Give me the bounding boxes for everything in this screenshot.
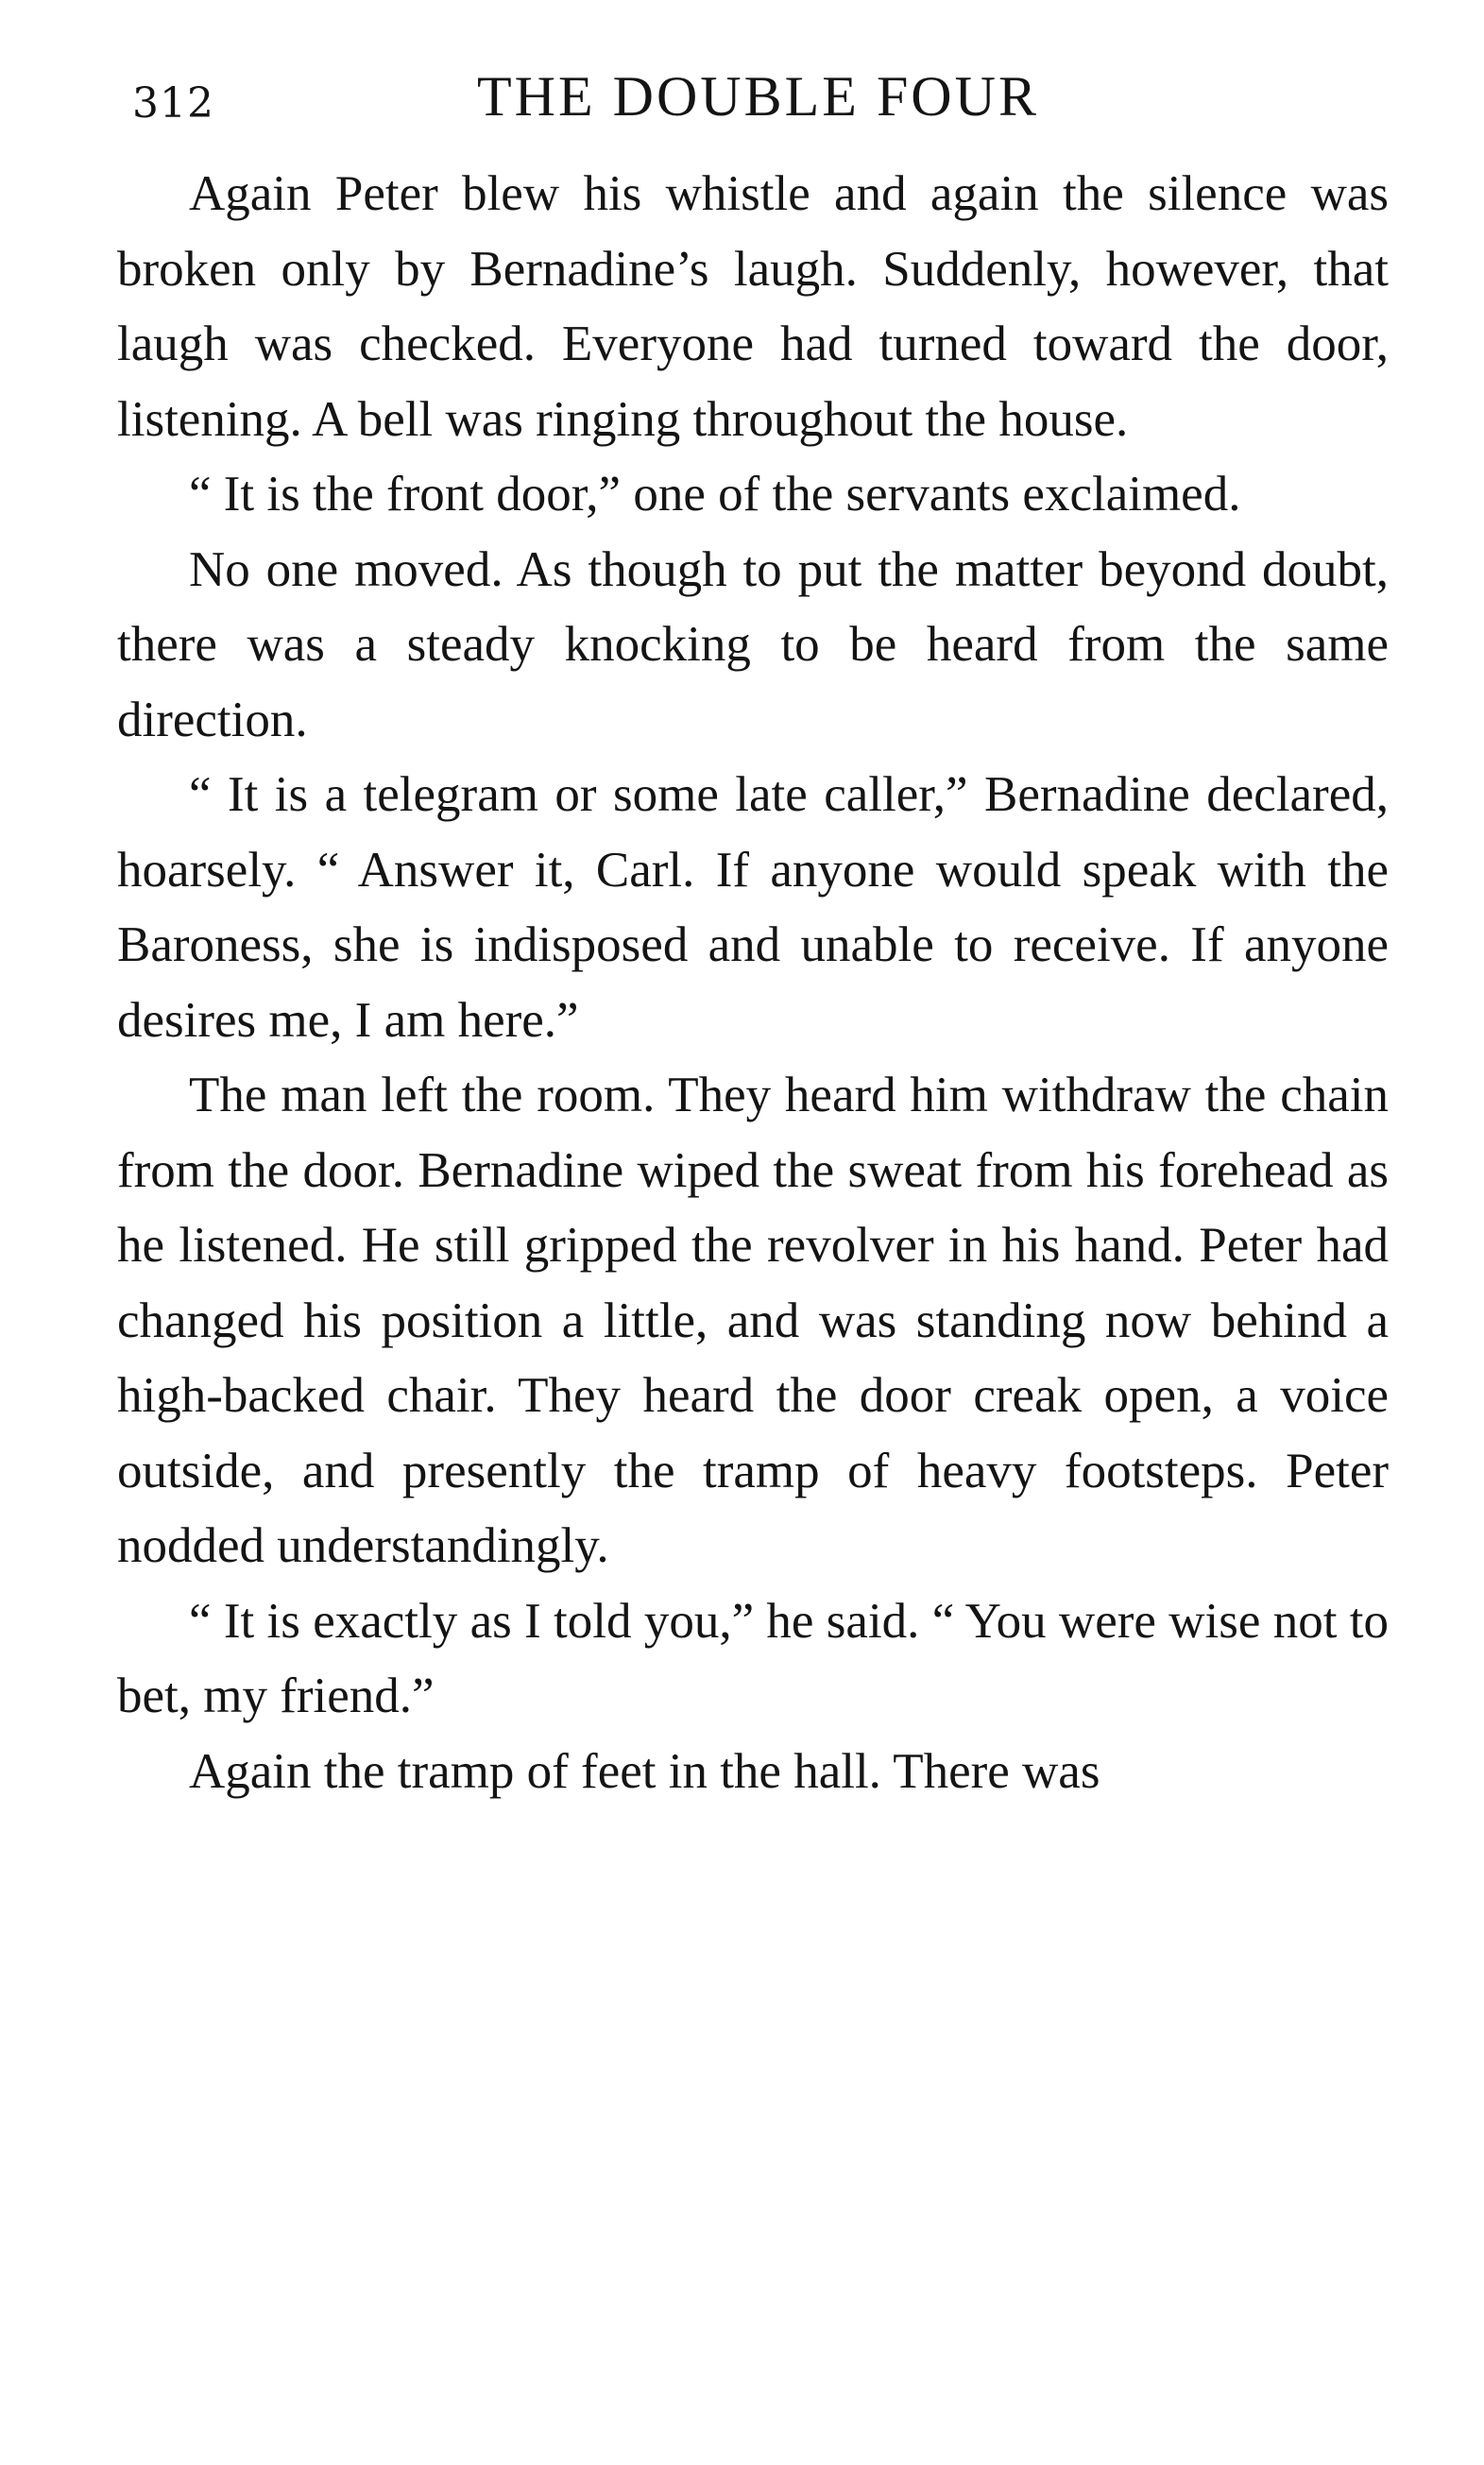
paragraph: “ It is a telegram or some late caller,” Bernadine declared, hoarsely. “ Answer it, Carl. If anyone would speak with the Baroness, she is indisposed and unable to receive. If anyone desires me, I am here.” (117, 767, 1389, 1048)
paragraph: Again the tramp of feet in the hall. There was (189, 1743, 1100, 1799)
paragraph: “ It is the front door,” one of the servants exclaimed. (189, 467, 1241, 522)
book-title: THE DOUBLE FOUR (477, 65, 1039, 128)
body-text (117, 157, 1389, 1809)
paragraph: The man left the room. They heard him withdraw the chain from the door. Bernadine wiped the sweat from his forehead as he listened. He still gripped the revolver in his hand. Peter had changed his position a little, and was standing now behind a high-backed chair. They heard the door creak open, a voice outside, and presently the tramp of heavy footsteps. Peter nodded understandingly. (117, 1068, 1389, 1573)
paragraph: Again Peter blew his whistle and again the silence was broken only by Bernadine’s laugh. Suddenly, however, that laugh was checked. Everyone had turned toward the door, listening. A bell was ringing throughout the house. (117, 166, 1389, 447)
page-number: 312 (132, 79, 214, 128)
paragraph: No one moved. As though to put the matter beyond doubt, there was a steady knocking to be heard from the same direction. (117, 541, 1389, 747)
running-head (123, 64, 1384, 140)
paragraph: “ It is exactly as I told you,” he said. “ You were wise not to bet, my friend.” (117, 1593, 1389, 1723)
